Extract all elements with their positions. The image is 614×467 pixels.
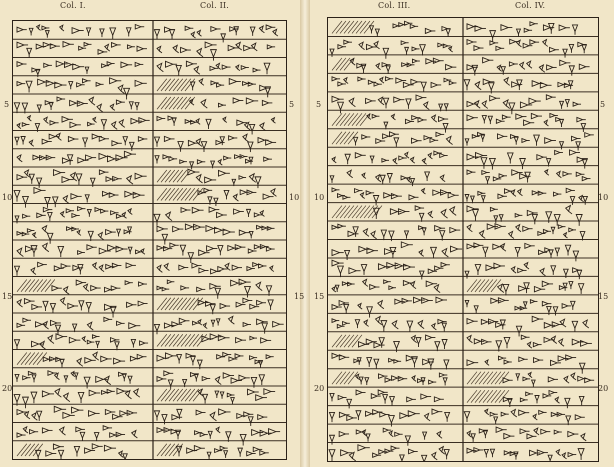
line-number-15: 15	[598, 292, 609, 301]
line-number-10: 10	[289, 193, 300, 202]
inscription-tablet-left	[12, 20, 287, 460]
line-number-5: 5	[289, 100, 295, 109]
cuneiform-script	[328, 18, 598, 461]
column-heading-col-4: Col. IV.	[515, 1, 546, 10]
cuneiform-script	[13, 21, 286, 459]
column-heading-col-2: Col. II.	[200, 1, 230, 10]
line-number-20: 20	[2, 384, 13, 393]
book-gutter	[300, 0, 310, 467]
line-number-10: 10	[2, 193, 13, 202]
line-number-10: 10	[314, 193, 325, 202]
inscription-tablet-right	[327, 17, 599, 462]
line-number-5: 5	[600, 100, 606, 109]
line-number-5: 5	[4, 100, 10, 109]
line-number-15: 15	[314, 292, 325, 301]
line-number-20: 20	[598, 384, 609, 393]
line-number-20: 20	[314, 384, 325, 393]
line-number-10: 10	[598, 193, 609, 202]
line-number-5: 5	[316, 100, 322, 109]
line-number-15: 15	[2, 292, 13, 301]
line-number-15: 15	[294, 292, 305, 301]
column-heading-col-3: Col. III.	[378, 1, 411, 10]
column-heading-col-1: Col. I.	[60, 1, 86, 10]
